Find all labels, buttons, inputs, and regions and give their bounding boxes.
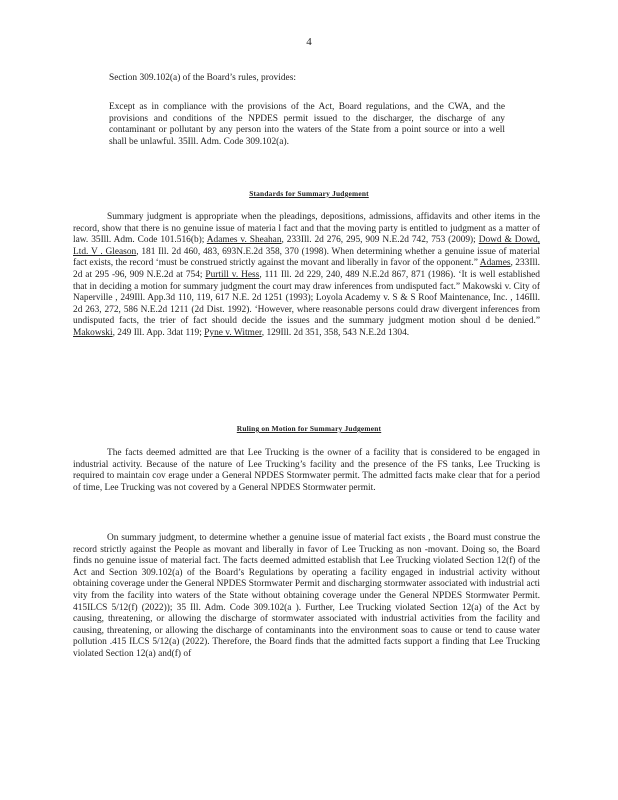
- text-run: , 249 Ill. App. 3dat 119;: [112, 327, 205, 338]
- ruling-paragraph-2: [73, 533, 540, 661]
- text-run: , 129Ill. 2d 351, 358, 543 N.E.2d 1304.: [261, 327, 410, 338]
- text-run: On summary judgment, to determine whether a genuine issue of material fact exists , the Board must construe the record strictly against the People as movant and liberally in favor of Lee Trucking as non -movant. Doing so, the Board finds no genuine issue of material fact. The facts deemed admitted establish that Lee Trucking violated Section 12(f) of the Act and Section 309.102(a) of the Board’s Regulations by operating a facility engaged in industrial activity without obtaining coverage under the General NPDES Stormwater Permit and discharging stormwater associated with industrial acti vity from the facility into waters of the State without obtaining coverage under the General NPDES Stormwater Permit. 415ILCS 5/12(f) (2022)); 35 Ill. Adm. Code 309.102(a ). Further, Lee Trucking violated Section 12(a) of the Act by causing, threatening, or allowing the discharge of stormwater associated with industrial activities from the facility and causing, threatening, or allowing the discharge of contaminants into the environment soas to cause or tend to cause water pollution .415 ILCS 5/12(a) (2022). Therefore, the Board finds that the admitted facts support a finding that Lee Trucking violated Section 12(a) and(f) of: [73, 533, 540, 659]
- heading-ruling: [0, 423, 618, 435]
- block-quote: Except as in compliance with the provisions of the Act, Board regulations, and the CWA, and the provisions and conditions of the NPDES permit issued to the discharger, the discharge of any contaminant or pollutant by any person into the waters of the State from a point source or into a well shall be unlawful. 35Ill. Adm. Code 309.102(a).: [109, 102, 505, 147]
- heading-ruling-text: Ruling on Motion for Summary Judgement: [236, 424, 382, 433]
- case-citation: Adames: [479, 258, 511, 269]
- case-citation: Adames v. Sheahan: [206, 235, 282, 246]
- case-citation: Purtill v. Hess: [205, 269, 260, 280]
- text-run: , 181 Ill. 2d 460, 483, 693N.E.2d 358, 370 (1998). When determining whether a genuine issue of material fact exists, the record ‘must be construed strictly against the movant and liberally in favor of the opponent.”: [73, 246, 540, 269]
- heading-standards-text: Standards for Summary Judgement: [249, 189, 369, 198]
- text-run: , 233Ill. 2d at 295 -96, 909 N.E.2d at 754;: [73, 258, 540, 280]
- case-citation: Dowd & Dowd, Ltd. V . Gleason: [73, 235, 541, 257]
- ruling-paragraph-1: [73, 448, 540, 494]
- summary-judgment-paragraph: [73, 212, 540, 340]
- text-run: , 233Ill. 2d 276, 295, 909 N.E.2d 742, 753 (2009);: [281, 235, 479, 246]
- heading-standards: [0, 188, 618, 200]
- text-run: Summary judgment is appropriate when the pleadings, depositions, admissions, affidavits and other items in the record, show that there is no genuine issue of materia l fact and that the moving party is entitled to judgment as a matter of law. 35Ill. Adm. Code 101.516(b);: [73, 212, 540, 246]
- text-run: The facts deemed admitted are that Lee Trucking is the owner of a facility that is considered to be engaged in industrial activity. Because of the nature of Lee Trucking’s facility and the presence of the FS tanks, Lee Trucking is required to maintain cov erage under a General NPDES Stormwater permit. The admitted facts make clear that for a period of time, Lee Trucking was not covered by a General NPDES Stormwater permit.: [73, 448, 540, 493]
- case-citation: Pyne v. Witmer: [204, 327, 262, 338]
- text-run: , 111 Ill. 2d 229, 240, 489 N.E.2d 867, 871 (1986). ‘It is well established that in deciding a motion for summary judgment the court may draw inferences from undisputed fact.” Makowski v. City of Naperville , 249Ill. App.3d 110, 119, 617 N.E. 2d 1251 (1993); Loyola Academy v. S & S Roof Maintenance, Inc. , 146Ill. 2d 263, 272, 586 N.E.2d 1211 (2d Dist. 1992). ‘However, where reasonable persons could draw divergent inferences from undisputed facts, the trier of fact should decide the issues and the summary judgment motion shoul d be denied.”: [73, 269, 540, 327]
- intro-text: Section 309.102(a) of the Board’s rules, provides:: [109, 73, 296, 83]
- page-number: 4: [306, 36, 312, 48]
- case-citation: Makowski: [73, 327, 113, 338]
